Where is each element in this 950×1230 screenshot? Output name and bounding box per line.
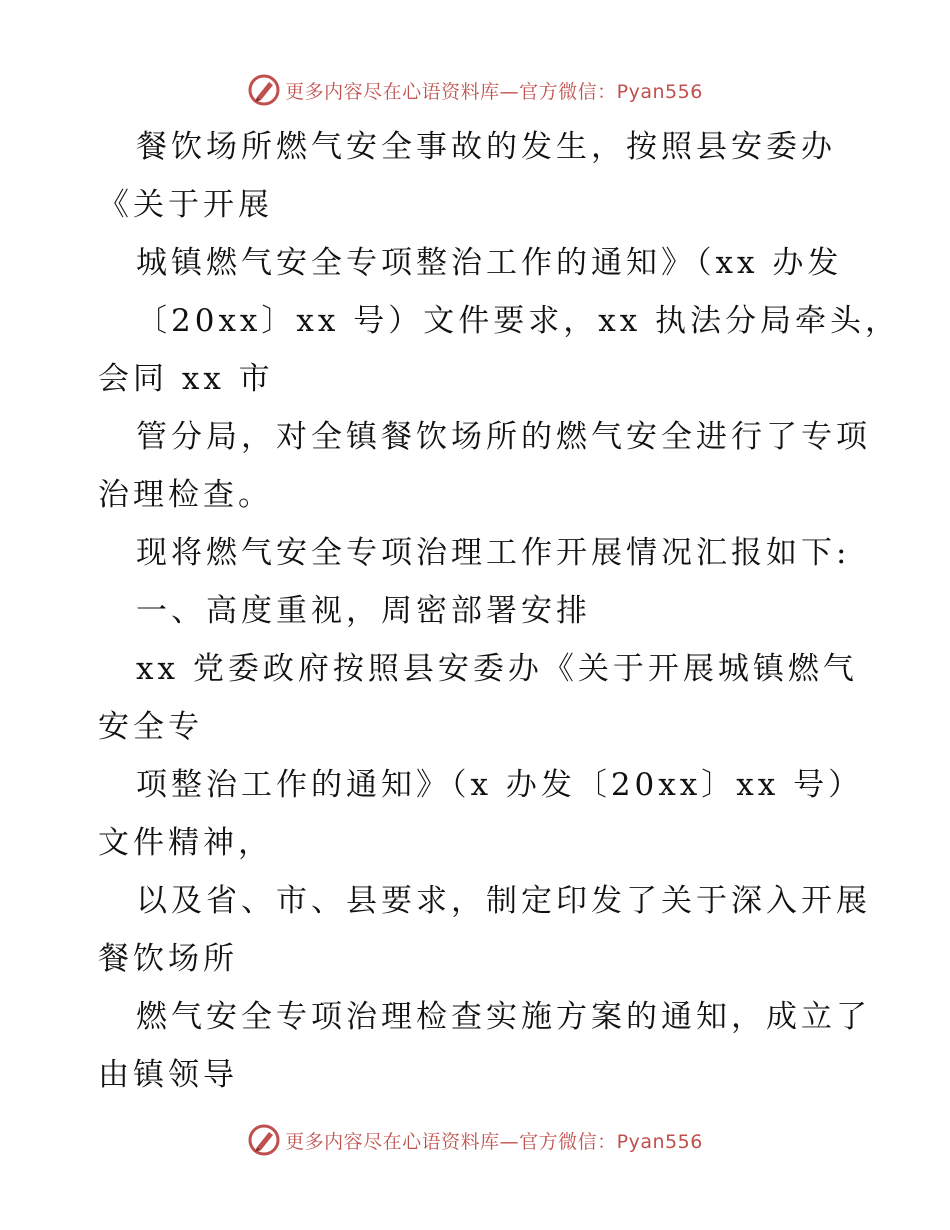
body-line: 燃气安全专项治理检查实施方案的通知，成立了 bbox=[136, 999, 871, 1035]
section-heading: 一、高度重视，周密部署安排 bbox=[136, 593, 591, 629]
header-banner bbox=[0, 70, 950, 110]
body-line: 餐饮场所燃气安全事故的发生，按照县安委办 bbox=[136, 129, 836, 165]
document-body bbox=[98, 118, 901, 1104]
body-line: 管分局，对全镇餐饮场所的燃气安全进行了专项 bbox=[136, 419, 871, 455]
body-line: 《关于开展 bbox=[98, 187, 273, 223]
body-line: 现将燃气安全专项治理工作开展情况汇报如下: bbox=[136, 535, 851, 571]
body-line: 治理检查。 bbox=[98, 477, 273, 513]
body-line: 城镇燃气安全专项整治工作的通知》（xx 办发 bbox=[136, 245, 843, 281]
body-line: 文件精神， bbox=[98, 825, 273, 861]
footer-banner-text: 更多内容尽在心语资料库—官方微信：Pyan556 bbox=[285, 1130, 703, 1153]
pen-seal-icon bbox=[247, 1123, 281, 1157]
body-line: 〔20xx〕xx 号）文件要求，xx 执法分局牵头， bbox=[136, 303, 901, 339]
body-line: 由镇领导 bbox=[98, 1057, 238, 1093]
body-line: 餐饮场所 bbox=[98, 941, 238, 977]
pen-seal-icon bbox=[247, 73, 281, 107]
header-banner-text: 更多内容尽在心语资料库—官方微信：Pyan556 bbox=[285, 80, 703, 103]
body-line: 安全专 bbox=[98, 709, 203, 745]
body-line: 项整治工作的通知》（x 办发〔20xx〕xx 号） bbox=[136, 767, 864, 803]
footer-banner bbox=[0, 1120, 950, 1160]
body-line: xx 党委政府按照县安委办《关于开展城镇燃气 bbox=[136, 651, 858, 687]
body-line: 会同 xx 市 bbox=[98, 361, 274, 397]
body-line: 以及省、市、县要求，制定印发了关于深入开展 bbox=[136, 883, 871, 919]
